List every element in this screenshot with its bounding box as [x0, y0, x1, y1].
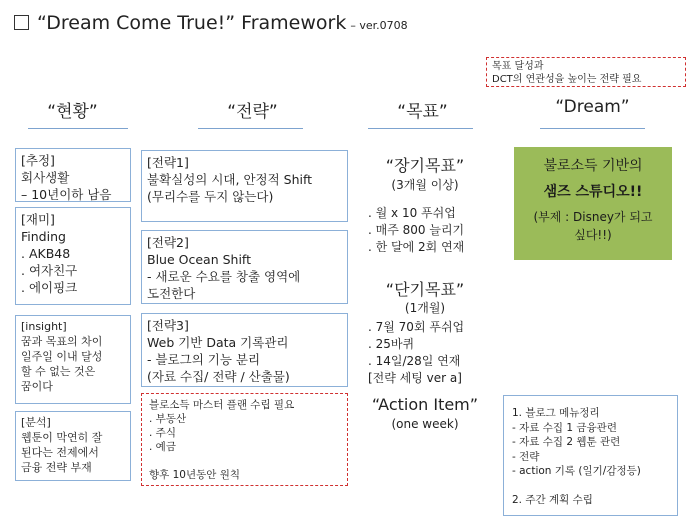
column-underline-strategy	[198, 128, 303, 129]
column-underline-dream	[540, 128, 645, 129]
short-term-goal-list: . 7월 70회 푸쉬업 . 25바퀴 . 14일/28일 연재 [전략 세팅 ver a]	[368, 320, 465, 385]
strategy-master-plan-note: 블로소득 마스터 플랜 수립 필요 . 부동산 . 주식 . 예금 향후 10년동안 원칙	[141, 393, 348, 486]
status-box-estimate: [추정] 회사생활 – 10년이하 남음	[15, 148, 131, 202]
column-header-strategy: “전략”	[227, 102, 278, 122]
dream-line-1: 불로소득 기반의	[543, 158, 643, 174]
strategy-box-3: [전략3] Web 기반 Data 기록관리 - 블로그의 기능 분리 (자료 수집/ 전략 / 산출물)	[141, 313, 348, 387]
column-underline-status	[28, 128, 128, 129]
action-item-period: (one week)	[391, 417, 459, 431]
strategy-need-note: 목표 달성과 DCT의 연관성을 높이는 전략 필요	[486, 57, 686, 87]
dream-line-3: (부제 : Disney가 되고 싶다!!)	[533, 210, 653, 242]
strategy-box-1: [전략1] 불확실성의 시대, 안정적 Shift (무리수를 두지 않는다)	[141, 150, 348, 222]
long-term-goal-list: . 월 x 10 푸쉬업 . 매주 800 늘리기 . 한 달에 2회 연재	[368, 206, 465, 254]
column-header-status: “현황”	[47, 102, 98, 122]
status-box-insight: [insight] 꿈과 목표의 차이 일주일 이내 달성 할 수 없는 것은 꿈이다	[15, 315, 131, 404]
action-item-title: “Action Item”	[371, 395, 479, 414]
dream-card	[514, 147, 672, 260]
column-header-dream: “Dream”	[555, 97, 630, 117]
short-term-goal-title: “단기목표”	[385, 280, 465, 299]
column-header-goal: “목표”	[397, 102, 448, 122]
title-text: “Dream Come True!” Framework	[37, 12, 347, 34]
long-term-goal-title: “장기목표”	[385, 156, 465, 175]
short-term-goal-period: (1개월)	[404, 301, 446, 315]
status-box-fun: [재미] Finding . AKB48 . 여자친구 . 에이핑크	[15, 207, 131, 305]
column-underline-goal	[368, 128, 473, 129]
page-title	[14, 12, 408, 34]
checkbox-icon	[14, 15, 29, 30]
status-box-analysis: [분석] 웹툰이 막연히 잘 된다는 전제에서 금융 전략 부재	[15, 411, 131, 481]
version-label: – ver.0708	[350, 19, 408, 32]
action-plan-box: 1. 블로그 메뉴정리 - 자료 수집 1 금융관련 - 자료 수집 2 웹툰 관련 - 전략 - action 기록 (일기/감정등) 2. 주간 계획 수립	[503, 395, 678, 516]
long-term-goal-period: (3개월 이상)	[391, 178, 459, 192]
dream-line-2: 샘즈 스튜디오!!	[543, 184, 643, 200]
strategy-box-2: [전략2] Blue Ocean Shift - 새로운 수요를 창출 영역에 도전한다	[141, 230, 348, 304]
